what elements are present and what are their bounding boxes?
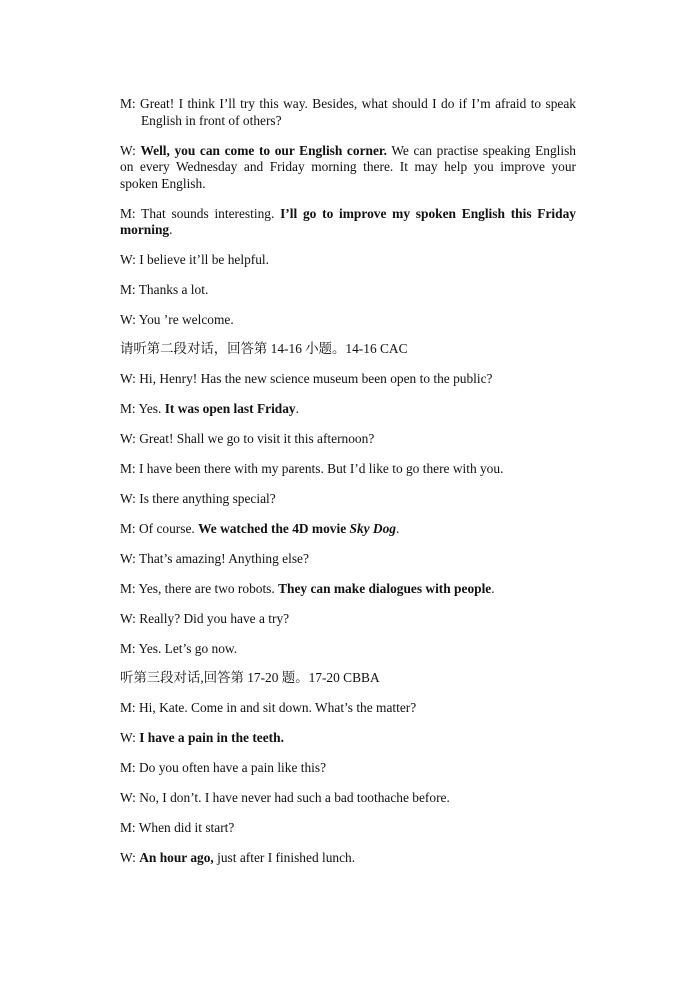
speaker-label: W:	[120, 252, 136, 267]
speaker-label: M:	[120, 461, 136, 476]
dialogue-text: Hi, Henry! Has the new science museum been open to the public?	[139, 371, 493, 386]
dialogue-text: .	[169, 222, 173, 237]
section-heading	[120, 341, 576, 358]
speaker-label: M:	[120, 401, 136, 416]
dialogue-line	[120, 401, 576, 418]
key-sentence: We watched the 4D movie	[198, 521, 350, 536]
dialogue-text: When did it start?	[138, 820, 235, 835]
dialogue-text: Yes. Let’s go now.	[138, 641, 238, 656]
dialogue-text: .	[491, 581, 495, 596]
speaker-label: M:	[120, 820, 136, 835]
speaker-label: W:	[120, 850, 136, 865]
dialogue-line	[120, 850, 576, 867]
dialogue-text: Hi, Kate. Come in and sit down. What’s the matter?	[139, 700, 417, 715]
speaker-label: W:	[120, 790, 136, 805]
dialogue-line	[120, 312, 576, 329]
dialogue-text: Great! I think I’ll try this way. Besides, what should I do if I’m afraid to speak English in front of others?	[140, 96, 576, 128]
speaker-label: M:	[120, 282, 136, 297]
key-sentence: They can make dialogues with people	[278, 581, 492, 596]
speaker-label: M:	[120, 96, 136, 111]
dialogue-line	[120, 820, 576, 837]
dialogue-line	[120, 700, 576, 717]
dialogue-text: We can practise speaking English on every Wednesday and Friday morning there. It may help you improve your spoken English.	[120, 142, 576, 191]
dialogue-line	[120, 611, 576, 628]
speaker-label: W:	[120, 142, 136, 158]
dialogue-text: I believe it’ll be helpful.	[139, 252, 270, 267]
speaker-label: M:	[120, 641, 136, 656]
key-sentence: It was open last Friday	[164, 401, 296, 416]
dialogue-text: You ’re welcome.	[138, 312, 234, 327]
dialogue-line	[120, 760, 576, 777]
dialogue-text: Of course.	[139, 521, 199, 536]
dialogue-text: Do you often have a pain like this?	[139, 760, 327, 775]
speaker-label: W:	[120, 312, 136, 327]
dialogue-line	[120, 143, 576, 193]
section-heading	[120, 670, 576, 687]
speaker-label: M:	[120, 521, 136, 536]
speaker-label: W:	[120, 371, 136, 386]
dialogue-text: No, I don’t. I have never had such a bad toothache before.	[139, 790, 450, 805]
dialogue-text: That sounds interesting.	[141, 205, 281, 221]
dialogue-text: .	[396, 521, 400, 536]
dialogue-line	[120, 491, 576, 508]
speaker-label: M:	[120, 581, 136, 596]
key-sentence: An hour ago,	[139, 850, 214, 865]
dialogue-text: Really? Did you have a try?	[139, 611, 290, 626]
speaker-label: W:	[120, 730, 136, 745]
speaker-label: M:	[120, 205, 136, 221]
key-sentence: I’ll go to improve my spoken English this Friday morning	[120, 205, 576, 237]
dialogue-line	[120, 252, 576, 269]
dialogue-text: Thanks a lot.	[138, 282, 209, 297]
speaker-label: W:	[120, 491, 136, 506]
dialogue-text: Yes.	[138, 401, 165, 416]
speaker-label: M:	[120, 700, 136, 715]
dialogue-line	[120, 551, 576, 568]
dialogue-line	[120, 641, 576, 658]
dialogue-text: 听第三段对话,回答第 17-20 题。17-20 CBBA	[120, 670, 380, 685]
dialogue-text: Great! Shall we go to visit it this afternoon?	[139, 431, 375, 446]
dialogue-line	[120, 521, 576, 538]
key-sentence: I have a pain in the teeth.	[139, 730, 284, 745]
dialogue-text: .	[295, 401, 299, 416]
dialogue-line	[120, 96, 576, 129]
dialogue-text: just after I finished lunch.	[213, 850, 356, 865]
dialogue-line	[120, 282, 576, 299]
dialogue-line	[120, 581, 576, 598]
dialogue-text: I have been there with my parents. But I’d like to go there with you.	[139, 461, 504, 476]
document-page	[120, 96, 576, 880]
dialogue-line	[120, 206, 576, 239]
speaker-label: W:	[120, 431, 136, 446]
dialogue-text: That’s amazing! Anything else?	[138, 551, 309, 566]
speaker-label: W:	[120, 551, 136, 566]
speaker-label: M:	[120, 760, 136, 775]
dialogue-line	[120, 461, 576, 478]
dialogue-line	[120, 790, 576, 807]
key-sentence: Well, you can come to our English corner.	[140, 142, 387, 158]
dialogue-line	[120, 431, 576, 448]
dialogue-line	[120, 730, 576, 747]
dialogue-line	[120, 371, 576, 388]
dialogue-text: Yes, there are two robots.	[138, 581, 279, 596]
dialogue-text: 请听第二段对话，回答第 14-16 小题。14-16 CAC	[120, 341, 408, 356]
key-sentence	[349, 521, 400, 536]
emphasis-text: Sky Dog	[349, 521, 396, 536]
dialogue-text: Is there anything special?	[139, 491, 276, 506]
speaker-label: W:	[120, 611, 136, 626]
